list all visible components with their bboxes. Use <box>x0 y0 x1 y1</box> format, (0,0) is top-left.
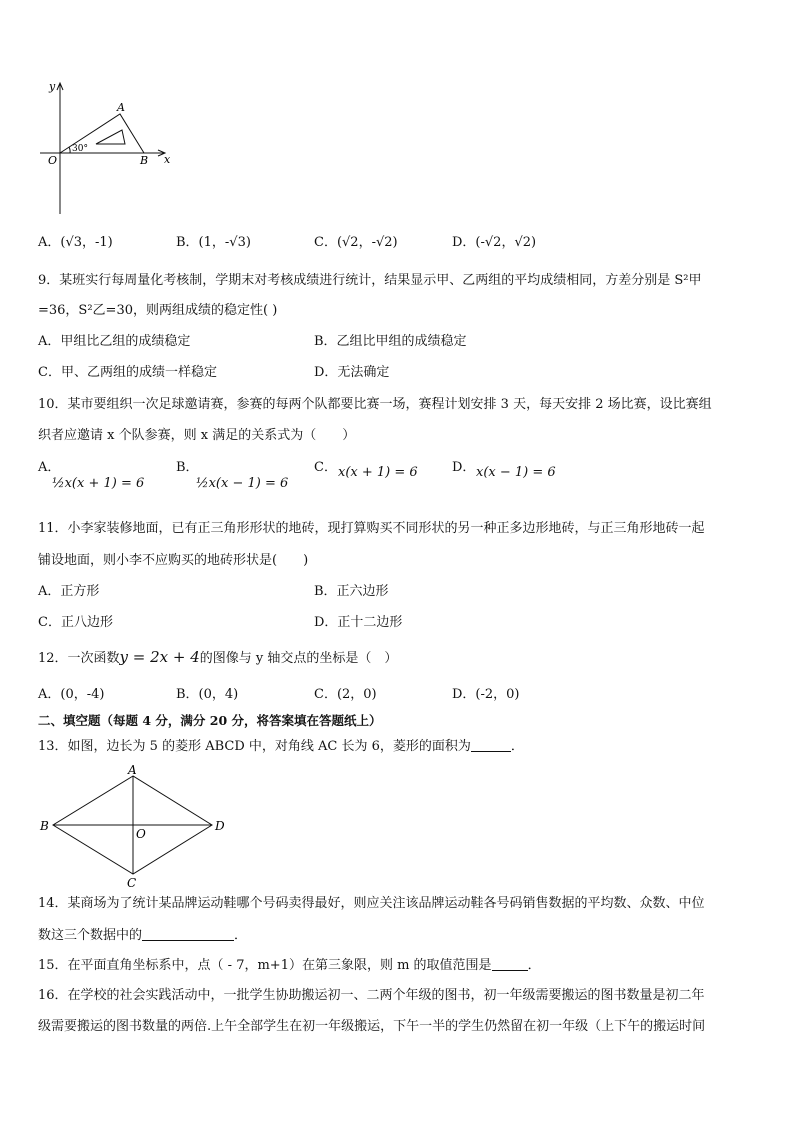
q8-option-b: B．(1，-√3) <box>176 235 251 250</box>
rhombus-figure <box>36 762 236 890</box>
q10-option-a-expr: ½x(x + 1) = 6 <box>52 476 145 491</box>
q11-option-b: B．正六边形 <box>314 584 389 599</box>
q16-line2: 级需要搬运的图书数量的两倍.上午全部学生在初一年级搬运，下午一半的学生仍然留在初一年级（上下午的搬运时间 <box>38 1019 706 1034</box>
q15-blank[interactable] <box>492 957 528 971</box>
q15-end: ． <box>527 958 541 973</box>
q10-option-a-label: A． <box>38 460 61 475</box>
label-o: O <box>136 827 146 841</box>
q15-stem <box>38 957 541 975</box>
q9-option-b: B．乙组比甲组的成绩稳定 <box>314 334 467 349</box>
q9-line1: 9．某班实行每周量化考核制，学期末对考核成绩进行统计，结果显示甲、乙两组的平均成绩相同，方差分别是 S²甲 <box>38 273 702 288</box>
q14-line2 <box>38 927 247 945</box>
label-a: A <box>117 101 125 114</box>
q9-option-a: A．甲组比乙组的成绩稳定 <box>38 334 191 349</box>
q14-line1: 14．某商场为了统计某品牌运动鞋哪个号码卖得最好，则应关注该品牌运动鞋各号码销售数据的平均数、众数、中位 <box>38 896 705 911</box>
q12-option-c: C．(2，0) <box>314 687 377 702</box>
q12-expr: y = 2x + 4 <box>119 648 200 666</box>
q13-blank[interactable] <box>471 738 511 752</box>
q12-pre: 12．一次函数 <box>38 651 120 666</box>
q9-line2: =36，S²乙=30，则两组成绩的稳定性( ) <box>38 303 278 318</box>
section-heading: 二、填空题（每题 4 分，满分 20 分，将答案填在答题纸上） <box>38 713 382 728</box>
q10-line1: 10．某市要组织一次足球邀请赛，参赛的每两个队都要比赛一场，赛程计划安排 3 天，每天安排 2 场比赛，设比赛组 <box>38 397 712 412</box>
label-a: A <box>128 763 137 777</box>
q13-end: ． <box>510 739 524 754</box>
label-b: B <box>140 154 149 167</box>
q8-option-c: C．(√2，-√2) <box>314 235 398 250</box>
q15-text: 15．在平面直角坐标系中，点（ - 7，m+1）在第三象限，则 m 的取值范围是 <box>38 958 492 973</box>
q11-option-d: D．正十二边形 <box>314 615 403 630</box>
label-o: O <box>48 154 58 167</box>
q12-option-d: D．(-2，0) <box>452 687 520 702</box>
q10-option-d-label: D． <box>452 460 476 475</box>
angle-arc <box>69 147 70 153</box>
q8-option-d: D．(-√2，√2) <box>452 235 537 250</box>
q10-option-b-label: B． <box>176 460 199 475</box>
q16-line1: 16．在学校的社会实践活动中，一批学生协助搬运初一、二两个年级的图书，初一年级需要搬运的图书数量是初二年 <box>38 988 705 1003</box>
label-angle: 30° <box>72 144 88 154</box>
q10-option-c-label: C． <box>314 460 337 475</box>
q13-stem <box>38 738 524 756</box>
q11-option-c: C．正八边形 <box>38 615 113 630</box>
label-y: y <box>49 80 56 93</box>
q8-option-a: A．(√3，-1) <box>38 235 113 250</box>
q11-line1: 11．小李家装修地面，已有正三角形形状的地砖，现打算购买不同形状的另一种正多边形地砖，与正三角形地砖一起 <box>38 521 705 536</box>
q12-option-a: A．(0，-4) <box>38 687 105 702</box>
q12-stem <box>38 648 397 668</box>
q11-option-a: A．正方形 <box>38 584 100 599</box>
label-c: C <box>127 876 137 890</box>
q12-option-b: B．(0，4) <box>176 687 239 702</box>
q12-post: 的图像与 y 轴交点的坐标是（ ） <box>199 651 398 666</box>
label-x: x <box>164 153 171 166</box>
q10-option-b-expr: ½x(x − 1) = 6 <box>196 476 289 491</box>
q14-end: ． <box>234 928 248 943</box>
q9-option-d: D．无法确定 <box>314 365 390 380</box>
label-b: B <box>40 819 49 833</box>
q10-line2: 织者应邀请 x 个队参赛，则 x 满足的关系式为（ ） <box>38 428 356 443</box>
inner-triangle <box>96 130 125 144</box>
q11-line2: 铺设地面，则小李不应购买的地砖形状是( ) <box>38 553 309 568</box>
q14-text: 数这三个数据中的 <box>38 928 143 943</box>
q10-option-c-expr: x(x + 1) = 6 <box>338 465 418 480</box>
q9-option-c: C．甲、乙两组的成绩一样稳定 <box>38 365 217 380</box>
label-d: D <box>215 819 225 833</box>
q10-option-d-expr: x(x − 1) = 6 <box>476 465 556 480</box>
coordinate-figure <box>36 78 176 218</box>
q13-text: 13．如图，边长为 5 的菱形 ABCD 中，对角线 AC 长为 6，菱形的面积为 <box>38 739 471 754</box>
q14-blank[interactable] <box>142 927 234 941</box>
